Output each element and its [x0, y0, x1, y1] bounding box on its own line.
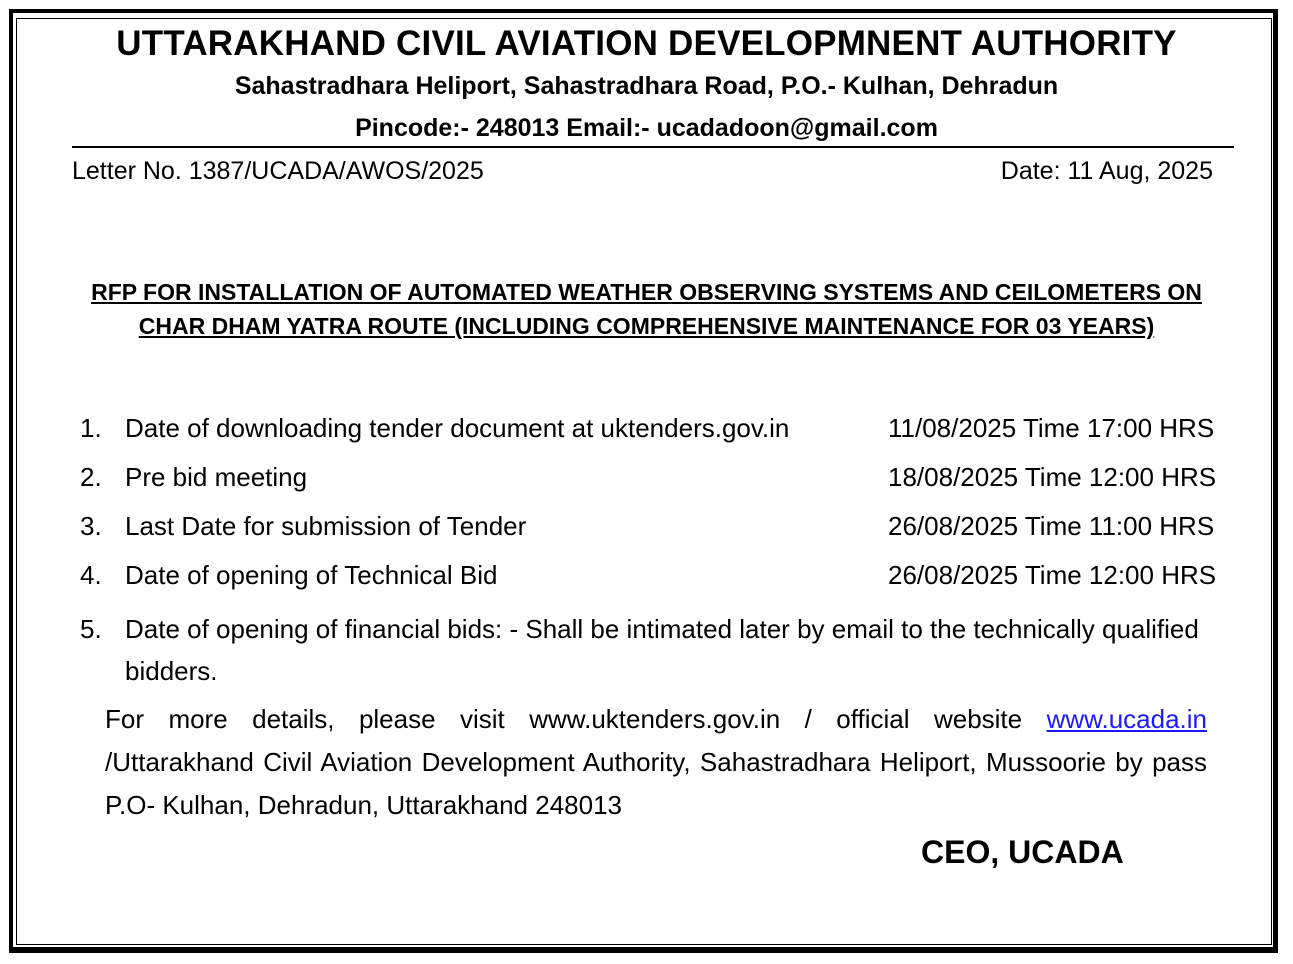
organization-address: Sahastradhara Heliport, Sahastradhara Road, P.O.- Kulhan, Dehradun	[234, 72, 1059, 100]
financial-bids-note: Date of opening of financial bids: - Shall be intimated later by email to the technically qualified bidders.	[125, 614, 1199, 686]
letter-date: Date: 11 Aug, 2025	[1000, 157, 1213, 185]
schedule-item	[80, 462, 1238, 496]
header-divider	[72, 146, 1234, 148]
schedule-item-label: Date of opening of Technical Bid	[125, 560, 498, 590]
schedule-item	[80, 560, 1238, 594]
schedule-item-label: Date of downloading tender document at uktenders.gov.in	[125, 413, 790, 443]
schedule-item	[80, 511, 1238, 545]
schedule-item-number: 4.	[80, 560, 102, 590]
ucada-website-link[interactable]: www.ucada.in	[1046, 704, 1207, 734]
schedule-item-number: 1.	[80, 413, 102, 443]
schedule-item-number: 5.	[80, 614, 102, 644]
signatory-designation: CEO, UCADA	[921, 834, 1124, 870]
details-address: /Uttarakhand Civil Aviation Development Authority, Sahastradhara Heliport, Mussoorie by pass P.O- Kulhan, Dehradun, Uttarakhand 248013	[105, 747, 1207, 820]
organization-contact: Pincode:- 248013 Email:- ucadadoon@gmail.com	[355, 114, 938, 142]
schedule-item-number: 2.	[80, 462, 102, 492]
organization-title: UTTARAKHAND CIVIL AVIATION DEVELOPMNENT AUTHORITY	[116, 24, 1177, 63]
schedule-item-datetime: 18/08/2025 Time 12:00 HRS	[888, 462, 1217, 492]
schedule-item-number: 3.	[80, 511, 102, 541]
subject-heading	[60, 275, 1233, 343]
details-prefix: For more details, please visit www.uktenders.gov.in / official website	[105, 704, 1023, 734]
subject-line-1: RFP FOR INSTALLATION OF AUTOMATED WEATHER OBSERVING SYSTEMS AND CEILOMETERS ON	[91, 279, 1202, 305]
schedule-item-datetime: 26/08/2025 Time 11:00 HRS	[888, 511, 1215, 541]
letter-number: Letter No. 1387/UCADA/AWOS/2025	[72, 157, 484, 185]
schedule-item-datetime: 11/08/2025 Time 17:00 HRS	[888, 413, 1215, 443]
schedule-item-label: Last Date for submission of Tender	[125, 511, 527, 541]
schedule-item-datetime: 26/08/2025 Time 12:00 HRS	[888, 560, 1217, 590]
schedule-item	[80, 413, 1238, 447]
more-details-paragraph	[105, 698, 1207, 827]
schedule-item-label: Pre bid meeting	[125, 462, 308, 492]
subject-line-2: CHAR DHAM YATRA ROUTE (INCLUDING COMPREHENSIVE MAINTENANCE FOR 03 YEARS)	[138, 313, 1155, 339]
